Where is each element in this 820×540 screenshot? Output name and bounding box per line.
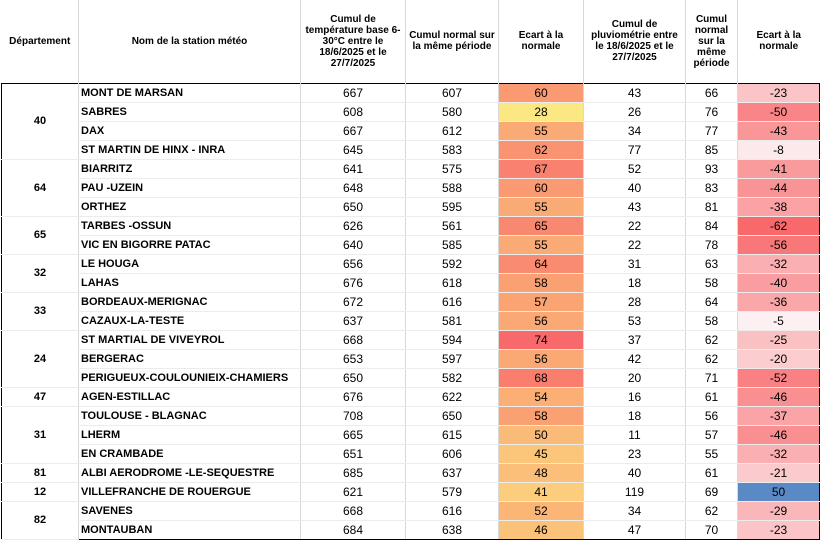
station-cell: LAHAS [79, 273, 301, 292]
header-pluv-cumul: Cumul de pluviométrie entre le 18/6/2025 et le 27/7/2025 [584, 0, 686, 83]
pluv-normal-cell: 78 [686, 235, 738, 254]
temp-cumul-cell: 648 [301, 178, 406, 197]
temp-normal-cell: 561 [406, 216, 499, 235]
pluv-cumul-cell: 43 [584, 197, 686, 216]
pluv-normal-cell: 58 [686, 311, 738, 330]
pluv-normal-cell: 61 [686, 463, 738, 482]
pluv-ecart-cell: -29 [738, 501, 820, 520]
header-temp-ecart: Ecart à la normale [499, 0, 584, 83]
pluv-normal-cell: 85 [686, 140, 738, 159]
temp-cumul-cell: 668 [301, 330, 406, 349]
table-row [2, 368, 820, 387]
pluv-ecart-cell: -32 [738, 444, 820, 463]
temp-cumul-cell: 684 [301, 520, 406, 539]
pluv-cumul-cell: 47 [584, 520, 686, 539]
temp-cumul-cell: 667 [301, 83, 406, 102]
departement-cell: 24 [2, 330, 79, 387]
pluv-ecart-cell: 50 [738, 482, 820, 501]
temp-cumul-cell: 651 [301, 444, 406, 463]
station-cell: CAZAUX-LA-TESTE [79, 311, 301, 330]
temp-ecart-cell: 52 [499, 501, 584, 520]
station-cell: VILLEFRANCHE DE ROUERGUE [79, 482, 301, 501]
temp-ecart-cell: 45 [499, 444, 584, 463]
temp-normal-cell: 607 [406, 83, 499, 102]
pluv-normal-cell: 61 [686, 387, 738, 406]
pluv-normal-cell: 81 [686, 197, 738, 216]
pluv-normal-cell: 56 [686, 406, 738, 425]
departement-cell: 47 [2, 387, 79, 406]
table-row [2, 254, 820, 273]
pluv-ecart-cell: -21 [738, 463, 820, 482]
table-row [2, 292, 820, 311]
pluv-ecart-cell: -25 [738, 330, 820, 349]
header-row [2, 0, 820, 83]
station-cell: MONTAUBAN [79, 520, 301, 539]
pluv-ecart-cell: -56 [738, 235, 820, 254]
table-row [2, 159, 820, 178]
temp-normal-cell: 616 [406, 501, 499, 520]
temp-ecart-cell: 68 [499, 368, 584, 387]
temp-normal-cell: 637 [406, 463, 499, 482]
departement-cell: 32 [2, 254, 79, 292]
station-cell: ST MARTIN DE HINX - INRA [79, 140, 301, 159]
temp-cumul-cell: 656 [301, 254, 406, 273]
temp-cumul-cell: 645 [301, 140, 406, 159]
header-departement: Département [2, 0, 79, 83]
temp-normal-cell: 580 [406, 102, 499, 121]
pluv-cumul-cell: 43 [584, 83, 686, 102]
table-row [2, 425, 820, 444]
pluv-cumul-cell: 18 [584, 273, 686, 292]
header-temp-cumul: Cumul de température base 6-30°C entre le 18/6/2025 et le 27/7/2025 [301, 0, 406, 83]
temp-cumul-cell: 637 [301, 311, 406, 330]
pluv-cumul-cell: 37 [584, 330, 686, 349]
station-cell: BIARRITZ [79, 159, 301, 178]
temp-normal-cell: 622 [406, 387, 499, 406]
temp-ecart-cell: 60 [499, 83, 584, 102]
table-row [2, 178, 820, 197]
temp-ecart-cell: 62 [499, 140, 584, 159]
pluv-cumul-cell: 53 [584, 311, 686, 330]
pluv-cumul-cell: 18 [584, 406, 686, 425]
pluv-normal-cell: 57 [686, 425, 738, 444]
temp-cumul-cell: 672 [301, 292, 406, 311]
pluv-ecart-cell: -38 [738, 197, 820, 216]
pluv-cumul-cell: 26 [584, 102, 686, 121]
station-cell: LHERM [79, 425, 301, 444]
table-row [2, 216, 820, 235]
pluv-cumul-cell: 52 [584, 159, 686, 178]
station-cell: TARBES -OSSUN [79, 216, 301, 235]
departement-cell: 65 [2, 216, 79, 254]
temp-cumul-cell: 668 [301, 501, 406, 520]
pluv-cumul-cell: 11 [584, 425, 686, 444]
temp-cumul-cell: 641 [301, 159, 406, 178]
temp-cumul-cell: 685 [301, 463, 406, 482]
temp-cumul-cell: 665 [301, 425, 406, 444]
pluv-cumul-cell: 40 [584, 463, 686, 482]
table-row [2, 330, 820, 349]
temp-normal-cell: 597 [406, 349, 499, 368]
temp-normal-cell: 612 [406, 121, 499, 140]
pluv-cumul-cell: 40 [584, 178, 686, 197]
station-cell: TOULOUSE - BLAGNAC [79, 406, 301, 425]
table-row [2, 83, 820, 102]
table-row [2, 140, 820, 159]
departement-cell: 82 [2, 501, 79, 539]
table-row [2, 520, 820, 539]
pluv-cumul-cell: 42 [584, 349, 686, 368]
temp-normal-cell: 594 [406, 330, 499, 349]
table-row [2, 501, 820, 520]
station-cell: AGEN-ESTILLAC [79, 387, 301, 406]
pluv-normal-cell: 62 [686, 349, 738, 368]
temp-cumul-cell: 676 [301, 273, 406, 292]
table-row [2, 482, 820, 501]
station-cell: SAVENES [79, 501, 301, 520]
temp-normal-cell: 615 [406, 425, 499, 444]
pluv-ecart-cell: -37 [738, 406, 820, 425]
table-row [2, 102, 820, 121]
temp-ecart-cell: 64 [499, 254, 584, 273]
station-cell: DAX [79, 121, 301, 140]
pluv-normal-cell: 84 [686, 216, 738, 235]
header-pluv-ecart: Ecart à la normale [738, 0, 820, 83]
pluv-ecart-cell: -23 [738, 520, 820, 539]
temp-ecart-cell: 58 [499, 406, 584, 425]
temp-cumul-cell: 608 [301, 102, 406, 121]
pluv-normal-cell: 93 [686, 159, 738, 178]
pluv-cumul-cell: 23 [584, 444, 686, 463]
pluv-normal-cell: 62 [686, 501, 738, 520]
temp-cumul-cell: 650 [301, 197, 406, 216]
temp-normal-cell: 575 [406, 159, 499, 178]
table-body [2, 83, 820, 539]
temp-ecart-cell: 41 [499, 482, 584, 501]
table-row [2, 444, 820, 463]
table-row [2, 406, 820, 425]
temp-cumul-cell: 676 [301, 387, 406, 406]
departement-cell: 64 [2, 159, 79, 216]
pluv-ecart-cell: -36 [738, 292, 820, 311]
station-cell: MONT DE MARSAN [79, 83, 301, 102]
temp-normal-cell: 579 [406, 482, 499, 501]
pluv-normal-cell: 63 [686, 254, 738, 273]
station-cell: PAU -UZEIN [79, 178, 301, 197]
pluv-ecart-cell: -46 [738, 387, 820, 406]
pluv-normal-cell: 55 [686, 444, 738, 463]
temp-ecart-cell: 74 [499, 330, 584, 349]
temp-normal-cell: 618 [406, 273, 499, 292]
pluv-normal-cell: 70 [686, 520, 738, 539]
pluv-cumul-cell: 28 [584, 292, 686, 311]
pluv-normal-cell: 62 [686, 330, 738, 349]
temp-normal-cell: 616 [406, 292, 499, 311]
departement-cell: 40 [2, 83, 79, 159]
pluv-ecart-cell: -5 [738, 311, 820, 330]
departement-cell: 12 [2, 482, 79, 501]
pluv-normal-cell: 66 [686, 83, 738, 102]
temp-ecart-cell: 65 [499, 216, 584, 235]
departement-cell: 81 [2, 463, 79, 482]
pluv-ecart-cell: -23 [738, 83, 820, 102]
temp-ecart-cell: 60 [499, 178, 584, 197]
pluv-cumul-cell: 31 [584, 254, 686, 273]
table-row [2, 349, 820, 368]
pluv-ecart-cell: -43 [738, 121, 820, 140]
pluv-normal-cell: 69 [686, 482, 738, 501]
pluv-cumul-cell: 20 [584, 368, 686, 387]
temp-ecart-cell: 57 [499, 292, 584, 311]
station-cell: SABRES [79, 102, 301, 121]
temp-normal-cell: 592 [406, 254, 499, 273]
pluv-ecart-cell: -41 [738, 159, 820, 178]
station-cell: ALBI AERODROME -LE-SEQUESTRE [79, 463, 301, 482]
pluv-cumul-cell: 34 [584, 501, 686, 520]
temp-normal-cell: 581 [406, 311, 499, 330]
station-cell: ST MARTIAL DE VIVEYROL [79, 330, 301, 349]
pluv-normal-cell: 64 [686, 292, 738, 311]
table-row [2, 197, 820, 216]
climate-table [1, 0, 820, 540]
pluv-normal-cell: 71 [686, 368, 738, 387]
temp-normal-cell: 582 [406, 368, 499, 387]
temp-ecart-cell: 48 [499, 463, 584, 482]
temp-normal-cell: 595 [406, 197, 499, 216]
pluv-cumul-cell: 77 [584, 140, 686, 159]
temp-ecart-cell: 56 [499, 349, 584, 368]
temp-ecart-cell: 46 [499, 520, 584, 539]
pluv-normal-cell: 58 [686, 273, 738, 292]
temp-normal-cell: 606 [406, 444, 499, 463]
header-pluv-normal: Cumul normal sur la même période [686, 0, 738, 83]
station-cell: BORDEAUX-MERIGNAC [79, 292, 301, 311]
temp-ecart-cell: 55 [499, 235, 584, 254]
header-temp-normal: Cumul normal sur la même période [406, 0, 499, 83]
pluv-normal-cell: 77 [686, 121, 738, 140]
pluv-normal-cell: 83 [686, 178, 738, 197]
header-station: Nom de la station météo [79, 0, 301, 83]
temp-normal-cell: 638 [406, 520, 499, 539]
table-row [2, 311, 820, 330]
temp-ecart-cell: 58 [499, 273, 584, 292]
temp-normal-cell: 588 [406, 178, 499, 197]
temp-ecart-cell: 54 [499, 387, 584, 406]
pluv-ecart-cell: -50 [738, 102, 820, 121]
departement-cell: 31 [2, 406, 79, 463]
pluv-normal-cell: 76 [686, 102, 738, 121]
pluv-ecart-cell: -44 [738, 178, 820, 197]
table-row [2, 121, 820, 140]
pluv-cumul-cell: 16 [584, 387, 686, 406]
pluv-ecart-cell: -32 [738, 254, 820, 273]
pluv-ecart-cell: -46 [738, 425, 820, 444]
station-cell: LE HOUGA [79, 254, 301, 273]
station-cell: EN CRAMBADE [79, 444, 301, 463]
temp-cumul-cell: 626 [301, 216, 406, 235]
temp-cumul-cell: 650 [301, 368, 406, 387]
temp-normal-cell: 585 [406, 235, 499, 254]
temp-cumul-cell: 708 [301, 406, 406, 425]
temp-normal-cell: 650 [406, 406, 499, 425]
temp-ecart-cell: 28 [499, 102, 584, 121]
temp-ecart-cell: 55 [499, 197, 584, 216]
pluv-ecart-cell: -62 [738, 216, 820, 235]
pluv-ecart-cell: -8 [738, 140, 820, 159]
pluv-cumul-cell: 119 [584, 482, 686, 501]
station-cell: PERIGUEUX-COULOUNIEIX-CHAMIERS [79, 368, 301, 387]
table-row [2, 387, 820, 406]
table-row [2, 463, 820, 482]
station-cell: ORTHEZ [79, 197, 301, 216]
temp-cumul-cell: 621 [301, 482, 406, 501]
table-row [2, 235, 820, 254]
station-cell: VIC EN BIGORRE PATAC [79, 235, 301, 254]
pluv-ecart-cell: -52 [738, 368, 820, 387]
pluv-cumul-cell: 34 [584, 121, 686, 140]
pluv-ecart-cell: -20 [738, 349, 820, 368]
pluv-ecart-cell: -40 [738, 273, 820, 292]
station-cell: BERGERAC [79, 349, 301, 368]
table-row [2, 273, 820, 292]
temp-ecart-cell: 50 [499, 425, 584, 444]
temp-normal-cell: 583 [406, 140, 499, 159]
temp-cumul-cell: 640 [301, 235, 406, 254]
temp-cumul-cell: 667 [301, 121, 406, 140]
temp-cumul-cell: 653 [301, 349, 406, 368]
temp-ecart-cell: 55 [499, 121, 584, 140]
pluv-cumul-cell: 22 [584, 235, 686, 254]
departement-cell: 33 [2, 292, 79, 330]
temp-ecart-cell: 56 [499, 311, 584, 330]
temp-ecart-cell: 67 [499, 159, 584, 178]
pluv-cumul-cell: 22 [584, 216, 686, 235]
